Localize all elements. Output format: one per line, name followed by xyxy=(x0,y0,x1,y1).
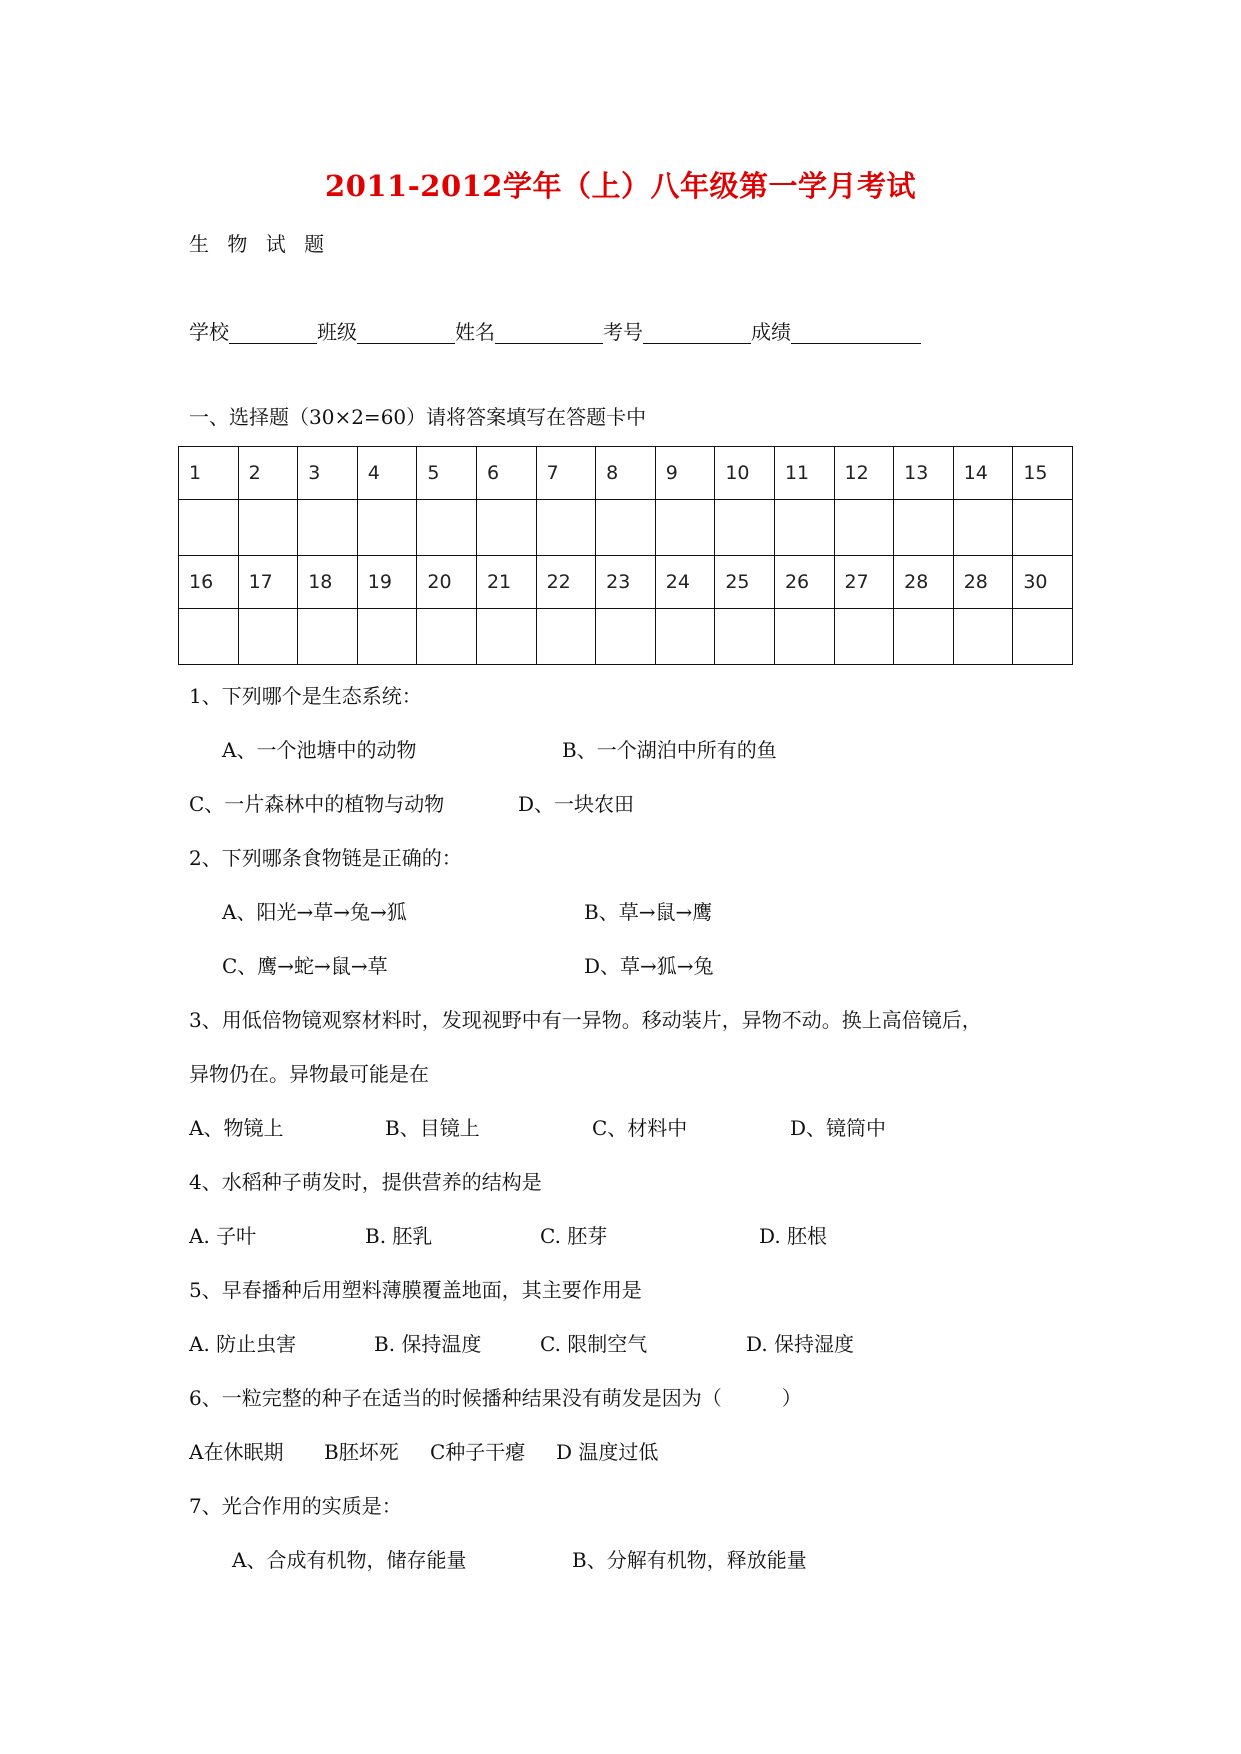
answer-cell[interactable] xyxy=(476,609,536,665)
answer-cell[interactable] xyxy=(476,500,536,556)
question-number-cell: 3 xyxy=(298,447,358,500)
answer-cell[interactable] xyxy=(179,500,239,556)
question-number-cell: 20 xyxy=(417,556,477,609)
question-2-stem: 2、下列哪条食物链是正确的： xyxy=(189,846,462,870)
question-number-cell: 2 xyxy=(238,447,298,500)
question-number-cell: 23 xyxy=(596,556,656,609)
answer-cell[interactable] xyxy=(357,609,417,665)
question-number-cell: 24 xyxy=(655,556,715,609)
answer-cell[interactable] xyxy=(1013,609,1073,665)
school-field[interactable] xyxy=(229,321,317,344)
answer-cell[interactable] xyxy=(298,500,358,556)
question-number-cell: 21 xyxy=(476,556,536,609)
question-4-stem: 4、水稻种子萌发时，提供营养的结构是 xyxy=(189,1170,542,1194)
answer-cell[interactable] xyxy=(417,500,477,556)
question-2-option-d: D、草→狐→兔 xyxy=(584,954,714,978)
question-1-stem: 1、下列哪个是生态系统： xyxy=(189,684,422,708)
question-1-option-b: B、一个湖泊中所有的鱼 xyxy=(562,738,777,762)
question-5-option-b: B. 保持温度 xyxy=(374,1332,482,1356)
question-1-option-d: D、一块农田 xyxy=(518,792,635,816)
score-field[interactable] xyxy=(791,321,921,344)
question-number-cell: 10 xyxy=(715,447,775,500)
question-number-cell: 6 xyxy=(476,447,536,500)
school-label: 学校 xyxy=(189,320,229,344)
section-heading: 一、选择题（30×2=60）请将答案填写在答题卡中 xyxy=(189,405,647,429)
question-number-cell: 28 xyxy=(894,556,954,609)
answer-cell[interactable] xyxy=(357,500,417,556)
answer-cell[interactable] xyxy=(774,609,834,665)
question-6-option-b: B胚坏死 xyxy=(324,1440,399,1464)
answer-entry-row-1 xyxy=(179,500,1073,556)
question-3-option-d: D、镜筒中 xyxy=(790,1116,887,1140)
answer-cell[interactable] xyxy=(596,609,656,665)
answer-cell[interactable] xyxy=(417,609,477,665)
question-number-cell: 4 xyxy=(357,447,417,500)
question-number-cell: 25 xyxy=(715,556,775,609)
question-5-option-d: D. 保持湿度 xyxy=(746,1332,855,1356)
question-number-cell: 15 xyxy=(1013,447,1073,500)
question-4-option-a: A. 子叶 xyxy=(189,1224,257,1248)
answer-number-row-2 xyxy=(179,556,1073,609)
question-2-option-a: A、阳光→草→兔→狐 xyxy=(222,900,407,924)
question-1-option-a: A、一个池塘中的动物 xyxy=(222,738,417,762)
question-7-option-b: B、分解有机物，释放能量 xyxy=(572,1548,807,1572)
question-3-option-c: C、材料中 xyxy=(592,1116,688,1140)
answer-cell[interactable] xyxy=(298,609,358,665)
answer-cell[interactable] xyxy=(894,500,954,556)
question-6-option-c: C种子干瘪 xyxy=(430,1440,526,1464)
name-label: 姓名 xyxy=(455,320,495,344)
answer-entry-row-2 xyxy=(179,609,1073,665)
question-number-cell: 13 xyxy=(894,447,954,500)
answer-cell[interactable] xyxy=(715,609,775,665)
question-number-cell: 7 xyxy=(536,447,596,500)
question-number-cell: 11 xyxy=(774,447,834,500)
question-3-stem-continued: 异物仍在。异物最可能是在 xyxy=(189,1062,429,1086)
question-number-cell: 19 xyxy=(357,556,417,609)
class-field[interactable] xyxy=(357,321,455,344)
score-label: 成绩 xyxy=(751,320,791,344)
answer-cell[interactable] xyxy=(834,609,894,665)
answer-cell[interactable] xyxy=(179,609,239,665)
question-3-option-b: B、目镜上 xyxy=(385,1116,480,1140)
answer-cell[interactable] xyxy=(834,500,894,556)
question-number-cell: 12 xyxy=(834,447,894,500)
question-5-option-a: A. 防止虫害 xyxy=(189,1332,297,1356)
exam-number-label: 考号 xyxy=(603,320,643,344)
answer-cell[interactable] xyxy=(953,500,1013,556)
answer-cell[interactable] xyxy=(238,500,298,556)
question-3-option-a: A、物镜上 xyxy=(189,1116,284,1140)
answer-cell[interactable] xyxy=(774,500,834,556)
question-number-cell: 1 xyxy=(179,447,239,500)
answer-number-row-1 xyxy=(179,447,1073,500)
answer-cell[interactable] xyxy=(655,500,715,556)
answer-cell[interactable] xyxy=(536,500,596,556)
subject-label: 生 物 试 题 xyxy=(189,232,331,256)
answer-cell[interactable] xyxy=(953,609,1013,665)
question-number-cell: 18 xyxy=(298,556,358,609)
question-number-cell: 30 xyxy=(1013,556,1073,609)
question-number-cell: 27 xyxy=(834,556,894,609)
question-number-cell: 22 xyxy=(536,556,596,609)
answer-cell[interactable] xyxy=(1013,500,1073,556)
question-number-cell: 28 xyxy=(953,556,1013,609)
question-4-option-c: C. 胚芽 xyxy=(540,1224,608,1248)
question-4-option-d: D. 胚根 xyxy=(759,1224,828,1248)
question-number-cell: 14 xyxy=(953,447,1013,500)
class-label: 班级 xyxy=(317,320,357,344)
question-2-option-c: C、鹰→蛇→鼠→草 xyxy=(222,954,388,978)
answer-cell[interactable] xyxy=(536,609,596,665)
question-2-option-b: B、草→鼠→鹰 xyxy=(584,900,713,924)
question-number-cell: 26 xyxy=(774,556,834,609)
answer-cell[interactable] xyxy=(894,609,954,665)
question-7-stem: 7、光合作用的实质是： xyxy=(189,1494,402,1518)
answer-sheet-table xyxy=(178,446,1073,665)
answer-cell[interactable] xyxy=(596,500,656,556)
question-number-cell: 17 xyxy=(238,556,298,609)
question-6-stem: 6、一粒完整的种子在适当的时候播种结果没有萌发是因为（ ） xyxy=(189,1386,802,1410)
answer-cell[interactable] xyxy=(655,609,715,665)
question-3-stem: 3、用低倍物镜观察材料时，发现视野中有一异物。移动装片，异物不动。换上高倍镜后， xyxy=(189,1008,982,1032)
student-info-row xyxy=(189,320,921,344)
name-field[interactable] xyxy=(495,321,603,344)
question-number-cell: 9 xyxy=(655,447,715,500)
question-6-option-d: D 温度过低 xyxy=(556,1440,659,1464)
question-5-stem: 5、早春播种后用塑料薄膜覆盖地面，其主要作用是 xyxy=(189,1278,642,1302)
question-number-cell: 16 xyxy=(179,556,239,609)
answer-cell[interactable] xyxy=(238,609,298,665)
question-number-cell: 8 xyxy=(596,447,656,500)
exam-number-field[interactable] xyxy=(643,321,751,344)
question-6-option-a: A在休眠期 xyxy=(189,1440,284,1464)
question-5-option-c: C. 限制空气 xyxy=(540,1332,648,1356)
exam-title: 2011-2012学年（上）八年级第一学月考试 xyxy=(325,169,916,203)
question-number-cell: 5 xyxy=(417,447,477,500)
answer-cell[interactable] xyxy=(715,500,775,556)
question-7-option-a: A、合成有机物，储存能量 xyxy=(232,1548,467,1572)
question-4-option-b: B. 胚乳 xyxy=(365,1224,433,1248)
question-1-option-c: C、一片森林中的植物与动物 xyxy=(189,792,445,816)
